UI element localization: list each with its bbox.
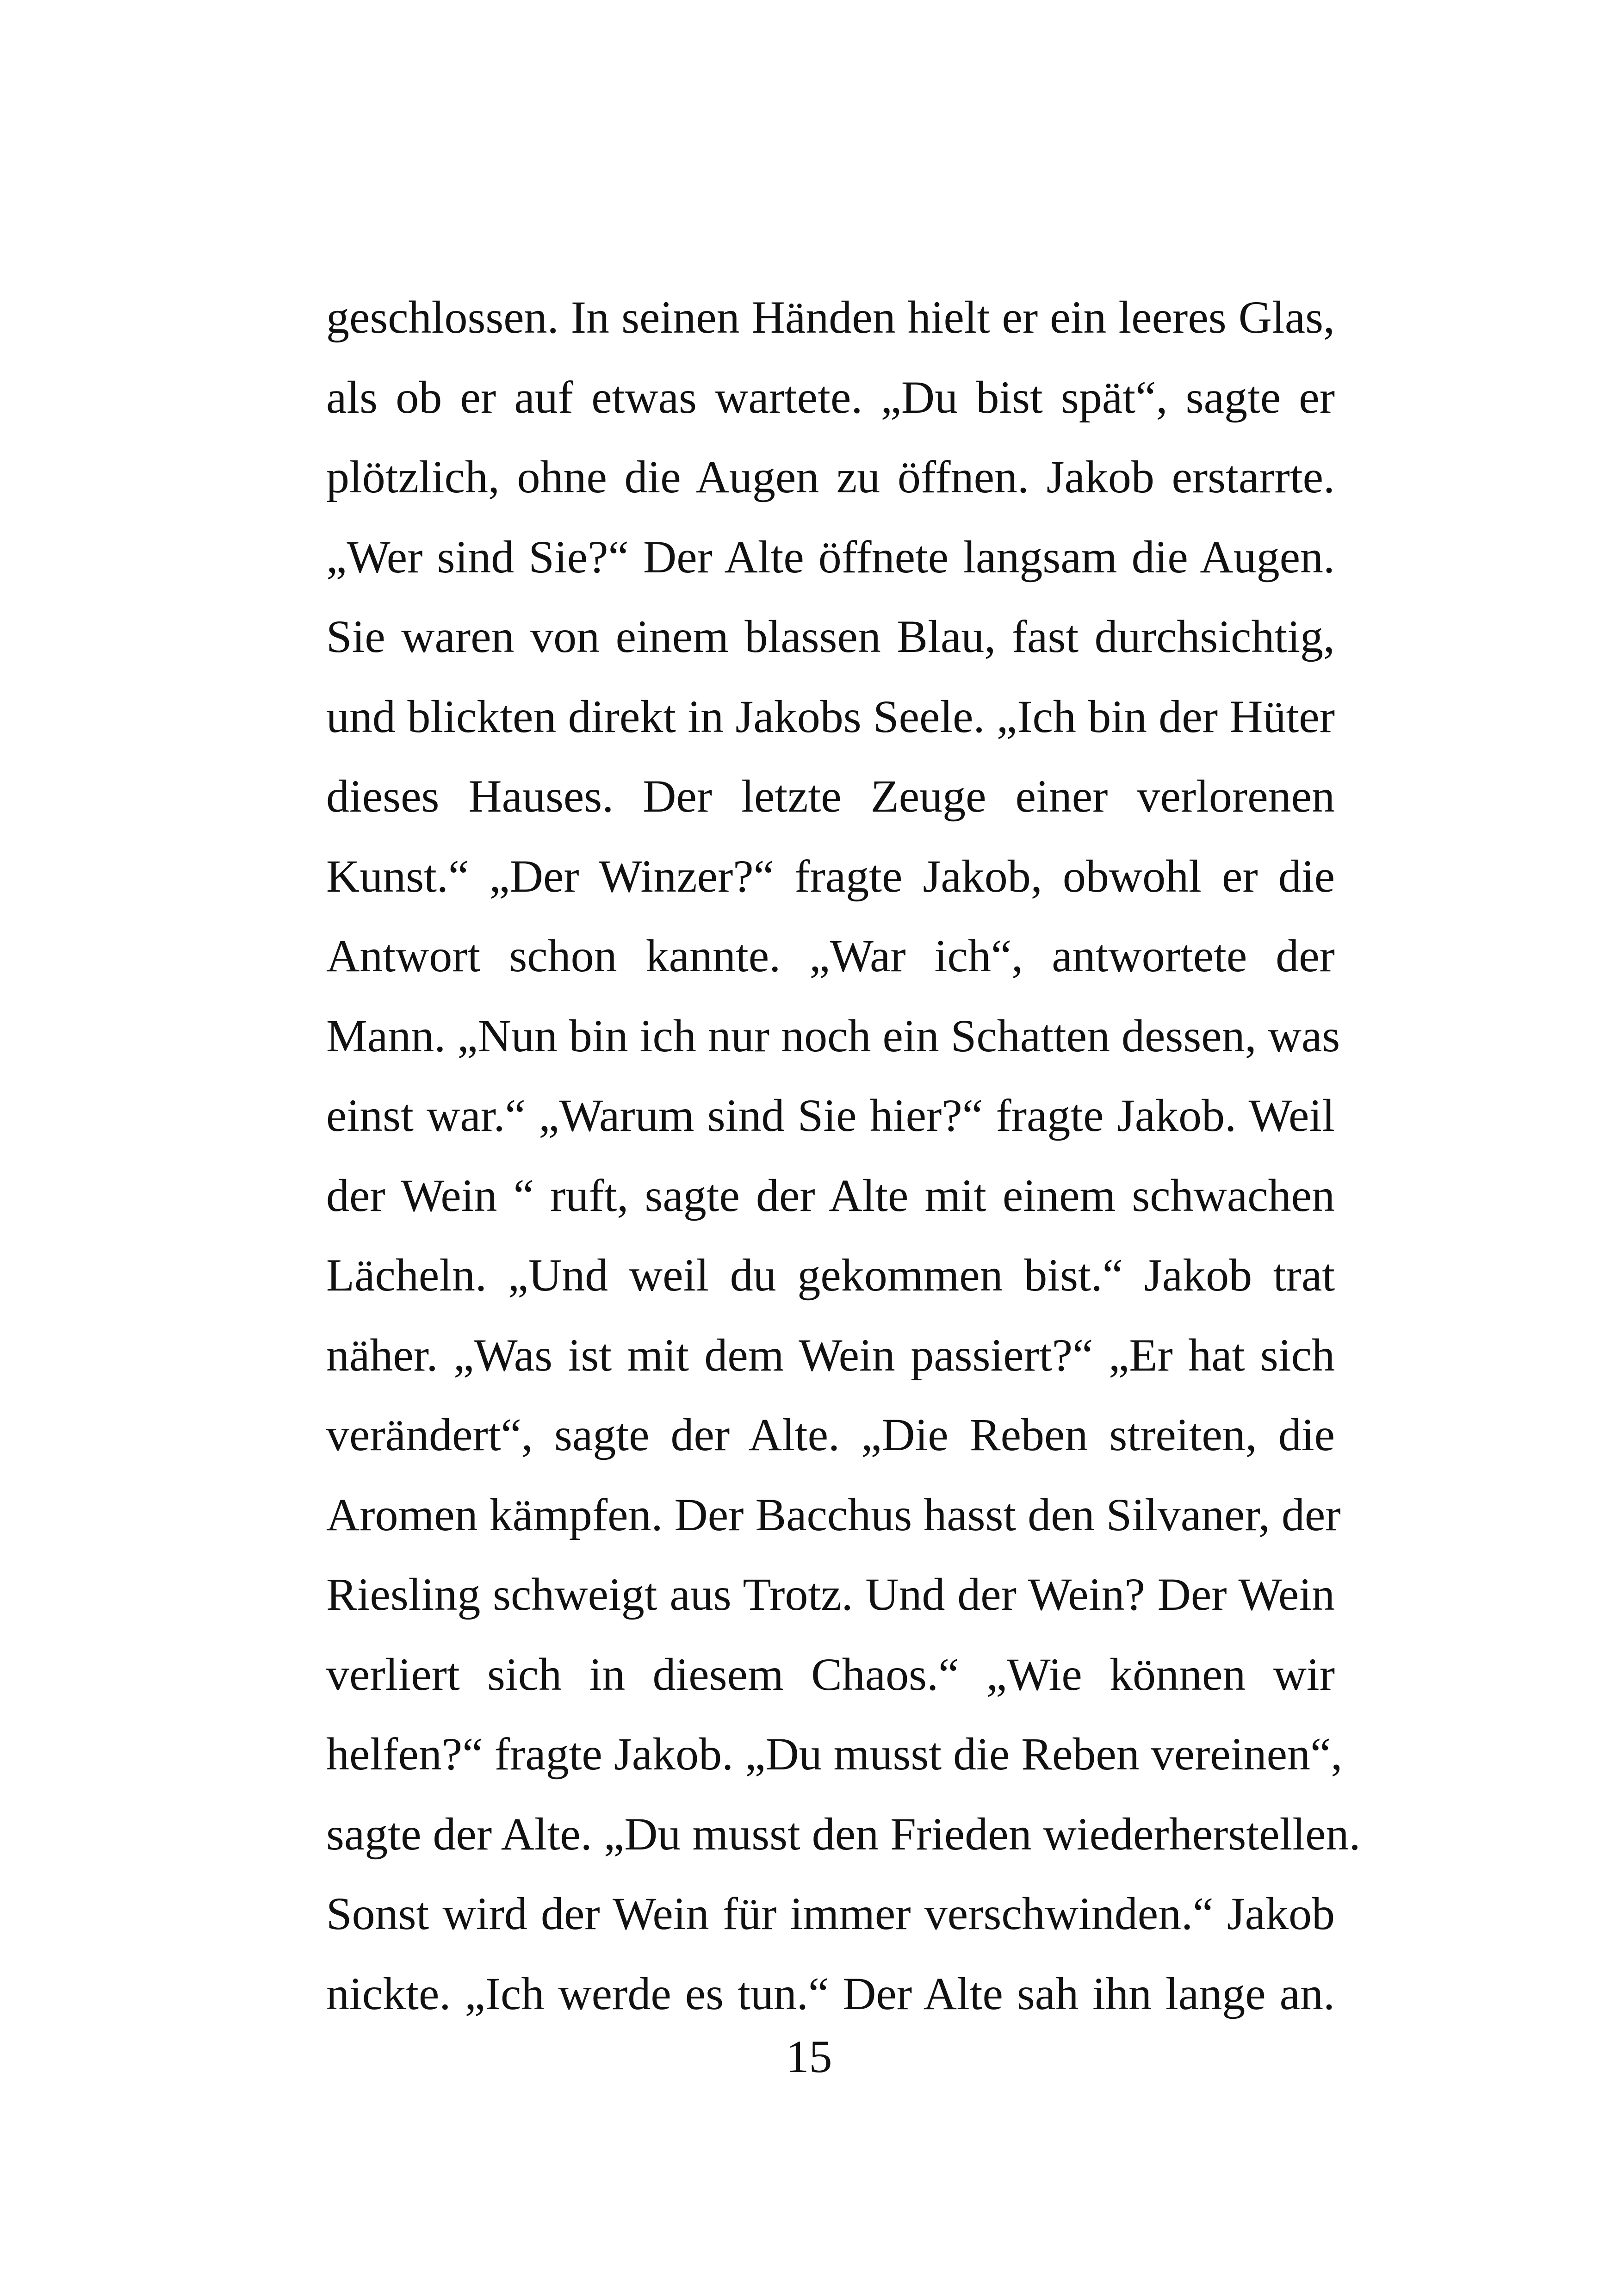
text-line: nickte. „Ich werde es tun.“ Der Alte sah ihn lange an. xyxy=(326,1967,1335,2019)
text-line: Mann. „Nun bin ich nur noch ein Schatten dessen, was xyxy=(326,1010,1340,1061)
text-line: verändert“, sagte der Alte. „Die Reben streiten, die xyxy=(326,1409,1335,1460)
text-line: helfen?“ fragte Jakob. „Du musst die Reben vereinen“, xyxy=(326,1728,1343,1780)
text-line: Lächeln. „Und weil du gekommen bist.“ Jakob trat xyxy=(326,1249,1335,1301)
text-line: plötzlich, ohne die Augen zu öffnen. Jakob erstarrte. xyxy=(326,451,1335,503)
text-line: näher. „Was ist mit dem Wein passiert?“ „Er hat sich xyxy=(326,1329,1335,1381)
text-line: der Wein “ ruft, sagte der Alte mit einem schwachen xyxy=(326,1169,1335,1221)
text-line: Riesling schweigt aus Trotz. Und der Wein? Der Wein xyxy=(326,1569,1335,1620)
text-line: als ob er auf etwas wartete. „Du bist spät“, sagte er xyxy=(326,371,1335,423)
text-line: Kunst.“ „Der Winzer?“ fragte Jakob, obwohl er die xyxy=(326,850,1335,902)
text-line: dieses Hauses. Der letzte Zeuge einer verlorenen xyxy=(326,770,1335,822)
text-line: Antwort schon kannte. „War ich“, antwortete der xyxy=(326,930,1335,981)
text-line: einst war.“ „Warum sind Sie hier?“ fragte Jakob. Weil xyxy=(326,1090,1335,1141)
text-line: „Wer sind Sie?“ Der Alte öffnete langsam die Augen. xyxy=(326,531,1335,583)
text-line: Sie waren von einem blassen Blau, fast durchsichtig, xyxy=(326,611,1335,662)
text-line: und blickten direkt in Jakobs Seele. „Ich bin der Hüter xyxy=(326,690,1335,742)
page-number: 15 xyxy=(786,2031,832,2082)
text-line: geschlossen. In seinen Händen hielt er ein leeres Glas, xyxy=(326,292,1335,343)
text-line: Sonst wird der Wein für immer verschwinden.“ Jakob xyxy=(326,1888,1335,1939)
text-line: verliert sich in diesem Chaos.“ „Wie können wir xyxy=(326,1648,1335,1700)
text-line: Aromen kämpfen. Der Bacchus hasst den Silvaner, der xyxy=(326,1489,1341,1540)
text-line: sagte der Alte. „Du musst den Frieden wiederherstellen. xyxy=(326,1808,1361,1860)
body-text xyxy=(326,278,1361,2034)
